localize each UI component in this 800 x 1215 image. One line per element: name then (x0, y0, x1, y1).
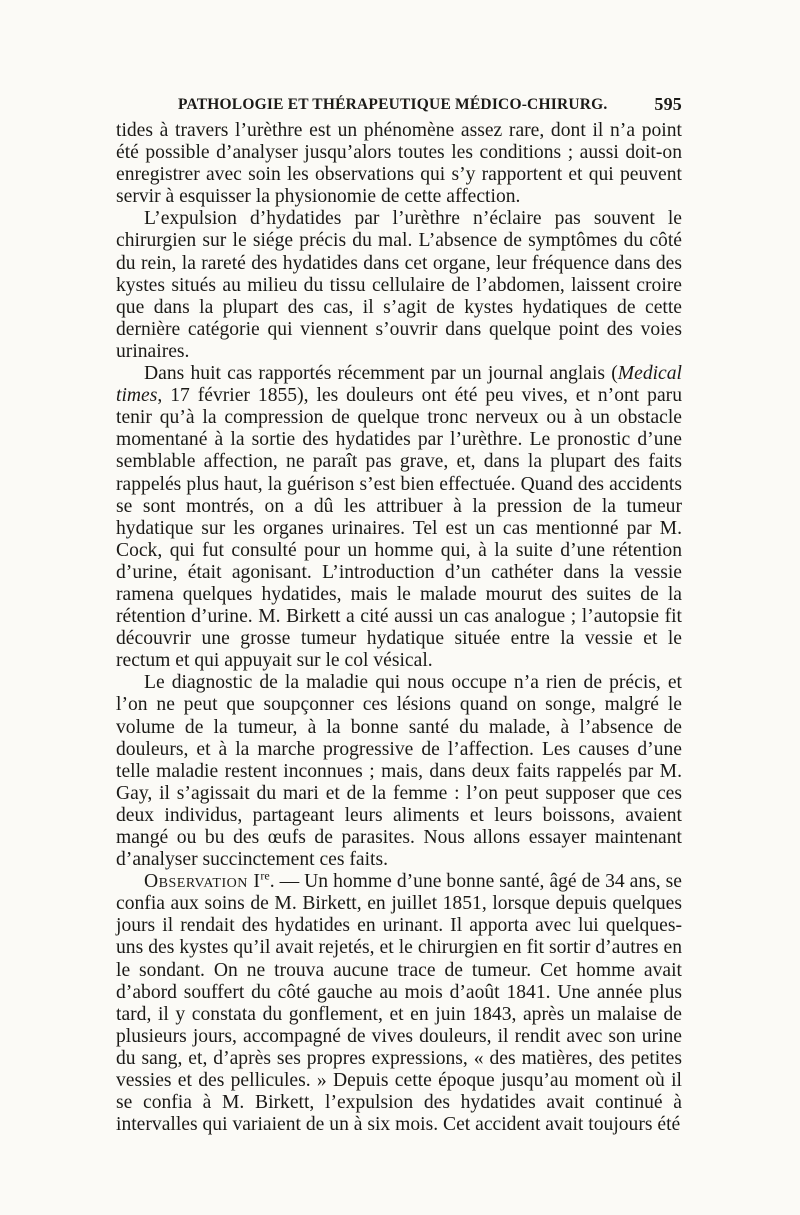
paragraph-continued: tides à travers l’urèthre est un phénomène assez rare, dont il n’a point été possible d’analyser jusqu’alors toutes les conditions ; aussi doit-on enregistrer avec soin les observations qui s’y rapportent et qui peuvent servir à esquisser la physionomie de cette affection. (116, 120, 682, 208)
observation-label-sup: re (260, 868, 270, 883)
paragraph-observation (116, 868, 682, 1136)
observation-label: Observation I (144, 871, 261, 893)
journal-title: Medical times (116, 363, 682, 407)
body-text (116, 120, 682, 1136)
observation-text: . — Un homme d’une bonne santé, âgé de 34 ans, se confia aux soins de M. Birkett, en juillet 1851, lorsque depuis quelques jours il rendait des hydatides en urinant. Il apporta avec lui quelques-uns des kystes qu’il avait rejetés, et le chirurgien en fit sortir d’autres en le sondant. On ne trouva aucune trace de tumeur. Cet homme avait d’abord souffert du côté gauche au mois d’août 1841. Une année plus tard, il y constata du gonflement, et en juin 1843, après un malaise de plusieurs jours, accompagné de vives douleurs, il rendit avec son urine du sang, et, d’après ses propres expressions, « des matières, des petites vessies et des pellicules. » Depuis cette époque jusqu’au moment où il se confia à M. Birkett, l’expulsion des hydatides avait continué à intervalles qui variaient de un à six mois. Cet accident avait toujours été (116, 871, 682, 1136)
book-page (116, 90, 682, 1136)
paragraph-english-journal (116, 363, 682, 672)
page-header (116, 90, 682, 120)
page-number: 595 (654, 94, 682, 114)
para3-after: , 17 février 1855), les douleurs ont été peu vives, et n’ont paru tenir qu’à la compression de quelque tronc nerveux ou à un obstacle momentané à la sortie des hydatides par l’urèthre. Le pronostic d’une semblable affection, ne paraît pas grave, et, dans la plupart des faits rappelés plus haut, la guérison s’est bien effectuée. Quand des accidents se sont montrés, on a dû les attribuer à la pression de la tumeur hydatique sur les organes urinaires. Tel est un cas mentionné par M. Cock, qui fut consulté pour un homme qui, à la suite d’une rétention d’urine, était agonisant. L’introduction d’un cathéter dans la vessie ramena quelques hydatides, mais le malade mourut des suites de la rétention d’urine. M. Birkett a cité aussi un cas analogue ; l’autopsie fit découvrir une grosse tumeur hydatique située entre la vessie et le rectum et qui appuyait sur le col vésical. (116, 385, 682, 672)
para3-before: Dans huit cas rapportés récemment par un journal anglais ( (144, 363, 618, 385)
paragraph-diagnostic: Le diagnostic de la maladie qui nous occupe n’a rien de précis, et l’on ne peut que soupçonner ces lésions quand on songe, malgré le volume de la tumeur, à la bonne santé du malade, à l’absence de douleurs, et à la marche progressive de l’affection. Les causes d’une telle maladie restent inconnues ; mais, dans deux faits rappelés par M. Gay, il s’agissait du mari et de la femme : l’on peut supposer que ces deux individus, partageant leurs aliments et leurs boissons, avaient mangé ou bu des œufs de parasites. Nous allons essayer maintenant d’analyser succinctement ces faits. (116, 672, 682, 871)
paragraph-expulsion: L’expulsion d’hydatides par l’urèthre n’éclaire pas souvent le chirurgien sur le siége précis du mal. L’absence de symptômes du côté du rein, la rareté des hydatides dans cet organe, leur fréquence dans des kystes situés au milieu du tissu cellulaire de l’abdomen, laissent croire que dans la plupart des cas, il s’agit de kystes hydatiques de cette dernière catégorie qui viennent s’ouvrir dans quelque point des voies urinaires. (116, 208, 682, 362)
running-title: PATHOLOGIE ET THÉRAPEUTIQUE MÉDICO-CHIRURG. (178, 96, 608, 113)
